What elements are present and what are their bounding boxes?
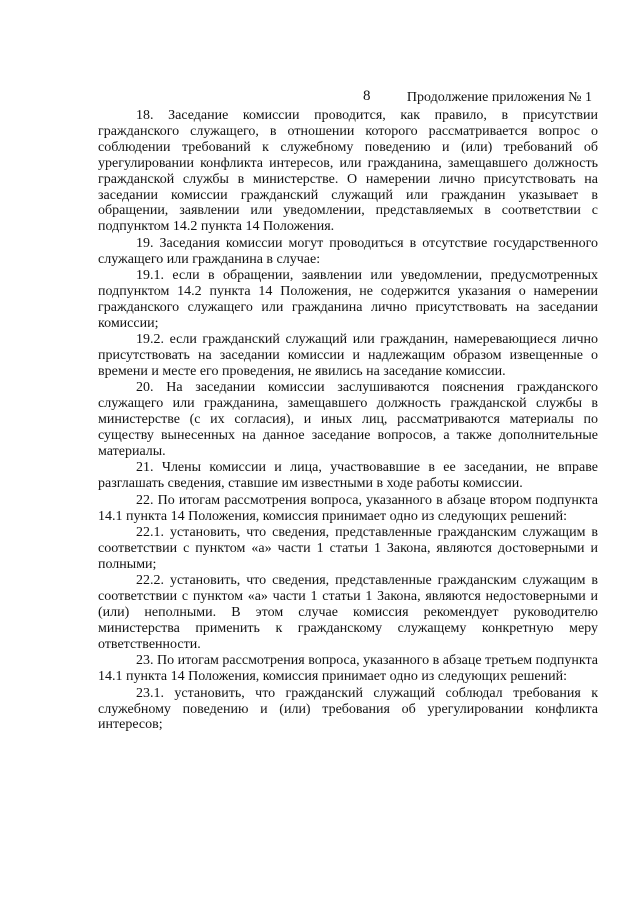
paragraph-21: 21. Члены комиссии и лица, участвовавшие в ее заседании, не вправе разглашать сведения, ставшие им известными в ходе работы комиссии. xyxy=(98,460,598,492)
paragraph-23: 23. По итогам рассмотрения вопроса, указанного в абзаце третьем подпункта 14.1 пункта 14 Положения, комиссия принимает одно из следующих решений: xyxy=(98,653,598,685)
page-number: 8 xyxy=(363,88,371,104)
document-body xyxy=(98,108,598,733)
paragraph-18: 18. Заседание комиссии проводится, как правило, в присутствии гражданского служащего, в отношении которого рассматривается вопрос о соблюдении требований к служебному поведению и (или) требований об урегулировании конфликта интересов, или гражданина, замещавшего должность гражданской службы в министерстве. О намерении лично присутствовать на заседании комиссии гражданский служащий или гражданин указывает в обращении, заявлении или уведомлении, представляемых в соответствии с подпунктом 14.2 пункта 14 Положения. xyxy=(98,108,598,235)
page-header xyxy=(0,88,640,108)
paragraph-23-1: 23.1. установить, что гражданский служащий соблюдал требования к служебному поведению и (или) требования об урегулировании конфликта интересов; xyxy=(98,685,598,733)
paragraph-19-2: 19.2. если гражданский служащий или гражданин, намеревающиеся лично присутствовать на заседании комиссии и надлежащим образом извещенные о времени и месте его проведения, не явились на заседание комиссии. xyxy=(98,332,598,379)
paragraph-22-2: 22.2. установить, что сведения, представленные гражданским служащим в соответствии с пунктом «а» части 1 статьи 1 Закона, являются недостоверными и (или) неполными. В этом случае комиссия рекомендует руководителю министерства применить к гражданскому служащему конкретную меру ответственности. xyxy=(98,573,598,652)
appendix-continuation-label: Продолжение приложения № 1 xyxy=(406,90,592,105)
paragraph-20: 20. На заседании комиссии заслушиваются пояснения гражданского служащего или гражданина, замещавшего должность гражданской службы в министерстве (с их согласия), и иных лиц, рассматриваются материалы по существу вынесенных на данное заседание вопросов, а также дополнительные материалы. xyxy=(98,380,598,460)
paragraph-19-1: 19.1. если в обращении, заявлении или уведомлении, предусмотренных подпунктом 14.2 пункта 14 Положения, не содержится указания о намерении гражданского служащего или гражданина лично присутствовать на заседании комиссии; xyxy=(98,268,598,331)
paragraph-19: 19. Заседания комиссии могут проводиться в отсутствие государственного служащего или гражданина в случае: xyxy=(98,235,598,267)
paragraph-22-1: 22.1. установить, что сведения, представленные гражданским служащим в соответствии с пунктом «а» части 1 статьи 1 Закона, являются достоверными и полными; xyxy=(98,525,598,572)
paragraph-22: 22. По итогам рассмотрения вопроса, указанного в абзаце втором подпункта 14.1 пункта 14 Положения, комиссия принимает одно из следующих решений: xyxy=(98,492,598,524)
